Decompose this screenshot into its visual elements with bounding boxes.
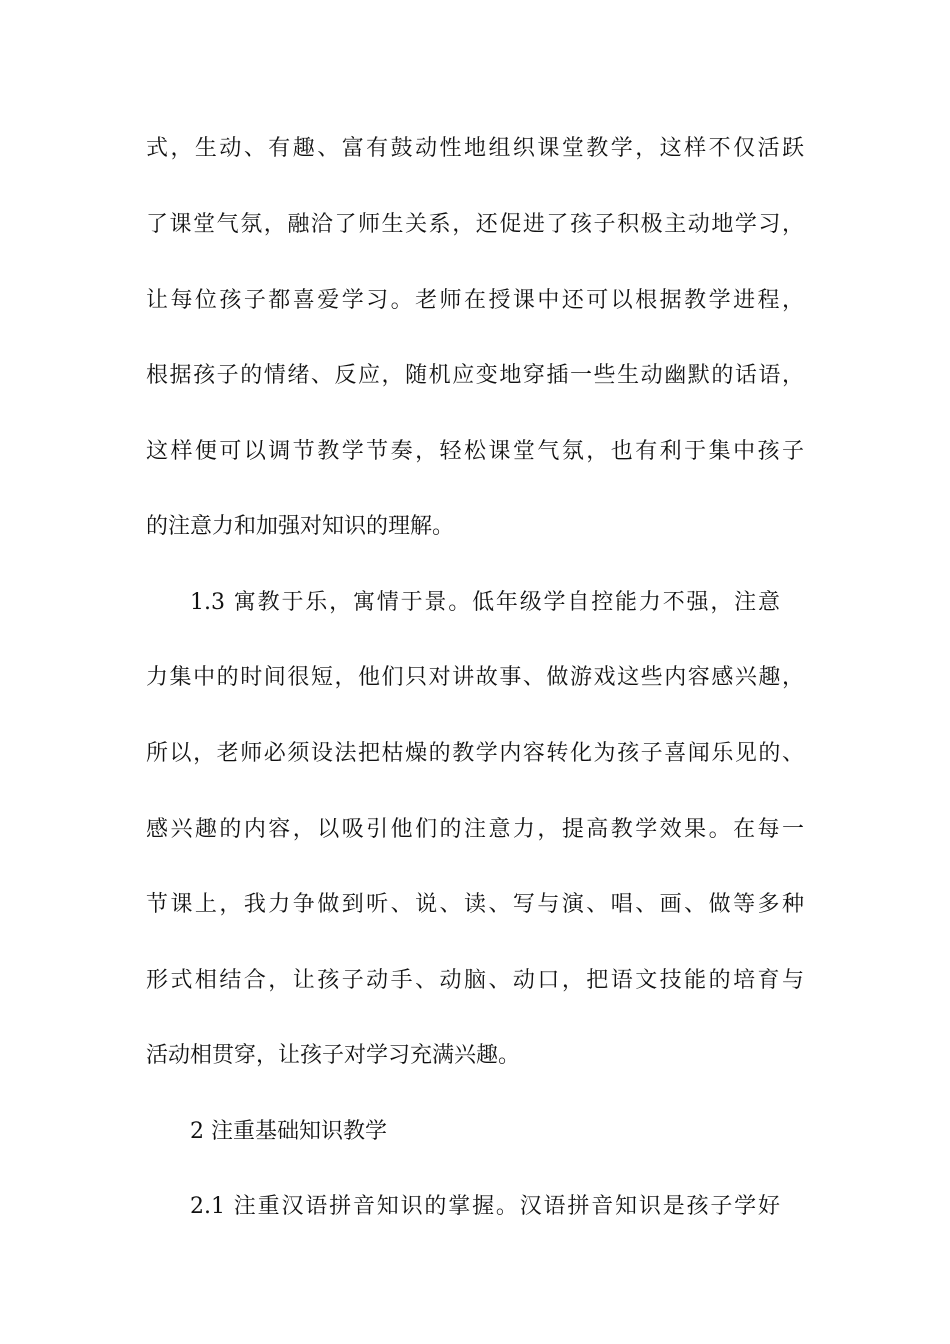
line-text: 感兴趣的内容，以吸引他们的注意力，提高教学效果。在每一 <box>146 817 804 842</box>
text-line <box>0 507 950 547</box>
text-line <box>0 583 950 623</box>
section-heading <box>0 1112 950 1152</box>
line-text: 的注意力和加强对知识的理解。 <box>146 514 455 539</box>
line-text: 2.1 注重汉语拼音知识的掌握。汉语拼音知识是孩子学好 <box>190 1194 780 1219</box>
text-line <box>0 432 950 472</box>
text-line <box>0 885 950 925</box>
text-line <box>0 356 950 396</box>
line-text: 这样便可以调节教学节奏，轻松课堂气氛，也有利于集中孩子 <box>146 439 804 464</box>
heading-text: 2 注重基础知识教学 <box>190 1119 387 1144</box>
line-text: 节课上，我力争做到听、说、读、写与演、唱、画、做等多种 <box>146 892 804 917</box>
line-text: 1.3 寓教于乐，寓情于景。低年级学自控能力不强，注意 <box>190 590 780 615</box>
line-text: 了课堂气氛，融洽了师生关系，还促进了孩子积极主动地学习， <box>146 212 804 237</box>
text-line <box>0 810 950 850</box>
text-line <box>0 1187 950 1227</box>
line-text: 形式相结合，让孩子动手、动脑、动口，把语文技能的培育与 <box>146 968 804 993</box>
text-line <box>0 205 950 245</box>
line-text: 所以，老师必须设法把枯燥的教学内容转化为孩子喜闻乐见的、 <box>146 741 804 766</box>
line-text: 让每位孩子都喜爱学习。老师在授课中还可以根据教学进程， <box>146 288 804 313</box>
line-text: 活动相贯穿，让孩子对学习充满兴趣。 <box>146 1043 521 1068</box>
line-text: 力集中的时间很短，他们只对讲故事、做游戏这些内容感兴趣， <box>146 665 804 690</box>
line-text: 式，生动、有趣、富有鼓动性地组织课堂教学，这样不仅活跃 <box>146 136 804 161</box>
text-line <box>0 1036 950 1076</box>
line-text: 根据孩子的情绪、反应，随机应变地穿插一些生动幽默的话语， <box>146 363 804 388</box>
text-line <box>0 129 950 169</box>
text-line <box>0 734 950 774</box>
text-line <box>0 961 950 1001</box>
text-line <box>0 281 950 321</box>
text-line <box>0 658 950 698</box>
